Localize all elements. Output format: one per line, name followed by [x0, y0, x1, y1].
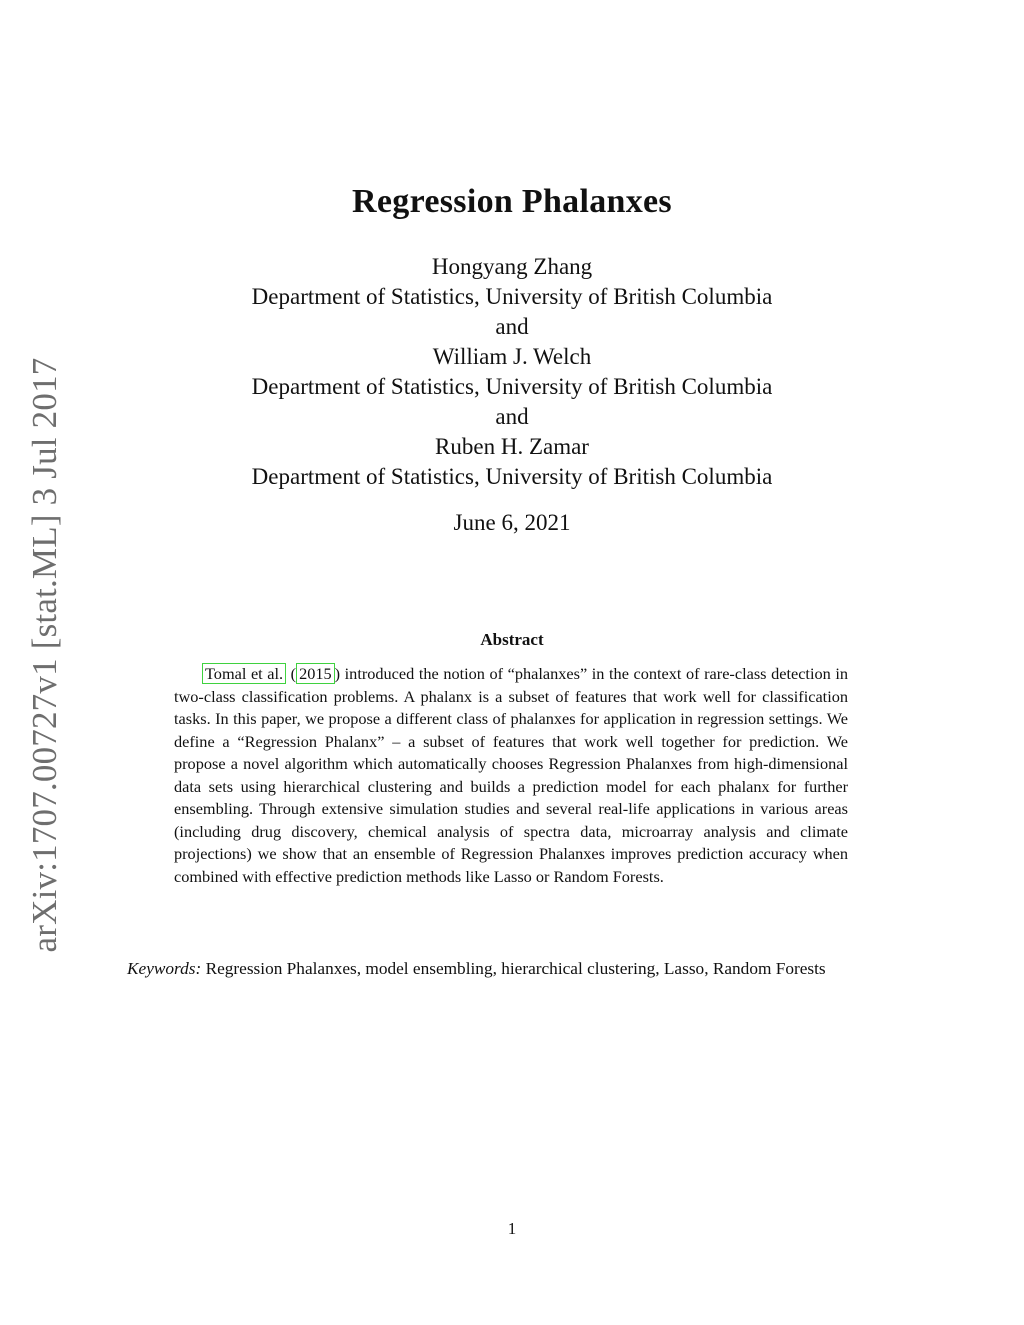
author-affiliation: Department of Statistics, University of British Columbia	[251, 374, 773, 399]
author-name: William J. Welch	[432, 344, 592, 369]
keywords-paragraph	[127, 957, 897, 981]
keywords-text: Regression Phalanxes, model ensembling, hierarchical clustering, Lasso, Random Forests	[201, 959, 826, 978]
page-number: 1	[507, 1219, 517, 1238]
author-affiliation: Department of Statistics, University of British Columbia	[251, 464, 773, 489]
citation-link-authors[interactable]: Tomal et al.	[202, 663, 286, 684]
abstract-body	[174, 663, 848, 888]
citation-paren-close: )	[334, 664, 341, 683]
keywords-label: Keywords:	[127, 959, 202, 978]
citation-link-year[interactable]: 2015	[296, 663, 335, 684]
author-name: Ruben H. Zamar	[435, 434, 589, 459]
author-separator: and	[495, 404, 529, 429]
abstract-text: introduced the notion of “phalanxes” in the context of rare-class detection in two-class classification problems. A phalanx is a subset of features that work well for classification tasks. In this paper, we propose a different class of phalanxes for application in regression settings. We define a “Regression Phalanx” – a subset of features that work well together for prediction. We propose a novel algorithm which automatically chooses Regression Phalanxes from high-dimensional data sets using hierarchical clustering and builds a prediction model for each phalanx for further ensembling. Through extensive simulation studies and several real-life applications in various areas (including drug discovery, chemical analysis of spectra data, microarray analysis and climate projections) we show that an ensemble of Regression Phalanxes improves prediction accuracy when combined with effective prediction methods like Lasso or Random Forests.	[174, 664, 848, 886]
abstract-heading: Abstract	[480, 630, 544, 649]
author-block	[0, 252, 1024, 492]
paper-title: Regression Phalanxes	[352, 183, 672, 220]
citation-paren-open: (	[290, 664, 297, 683]
author-affiliation: Department of Statistics, University of British Columbia	[251, 284, 773, 309]
author-name: Hongyang Zhang	[431, 254, 593, 279]
arxiv-identifier-stamp: arXiv:1707.00727v1 [stat.ML] 3 Jul 2017	[25, 357, 64, 953]
paper-date: June 6, 2021	[453, 510, 571, 535]
author-separator: and	[495, 314, 529, 339]
